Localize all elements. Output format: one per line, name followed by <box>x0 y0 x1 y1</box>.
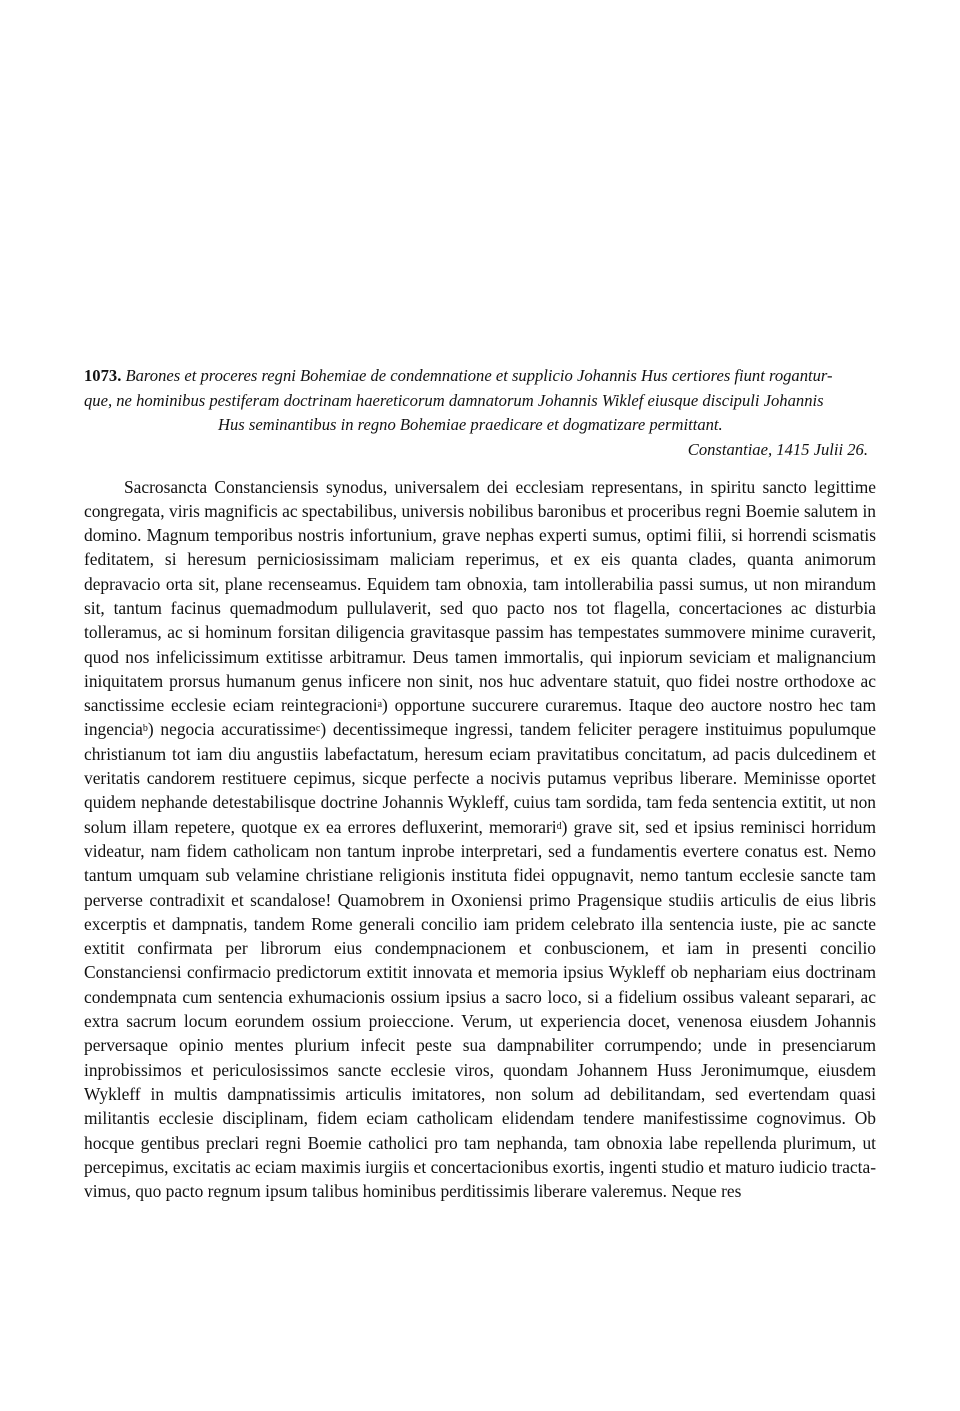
footnote-marker-b: b <box>142 723 148 735</box>
heading-line-2: que, ne hominibus pestiferam doctrinam haereticorum damnatorum Johannis Wiklef eiusque discipuli Johannis <box>84 390 824 410</box>
footnote-marker-c: c <box>315 723 321 735</box>
body-text-part-5: ) grave sit, sed et ipsius reminisci horridum videatur, nam fidem catholicam non tantum inprobe interpretari, sed a fundamentis evertere conatus est. Nemo tantum umquam sub velamine christiane religionis instituta fidei oppugnavit, nemo tantum ecclesie sancte tam perverse contradixit et scandalose! Quamobrem in Oxoniensi primo Pragensique studiis articulis de eius libris excerptis et dampnatis, tandem Rome generali concilio iam pridem celebrato illa sentencia iuste, pie ac sancte extitit confirmata per librorum eius condempnacionem et conbuscionem, et iam in presenti concilio Constanciensi confirmacio predictorum extitit innovata et memoria ipsius Wykleff ob nephariam eius doctrinam condempnata cum sentencia exhumacionis ossium ipsius a sacro loco, si a fidelium ossibus valeant separari, ac extra sacrum locum eorundem ossium proieccione. Verum, ut experiencia docet, venenosa eiusdem Johannis perversaque opinio mentes plurium infecit peste sua dampnabiliter corrumpendo; unde in presenciarum inprobissimos et periculosissimos sancte ecclesie viros, quondam Johannem Huss Jeronimumque, eiusdem Wykleff in multis dampnatissimis articulis imitatores, non solum ad debilitandam, sed evertendam quasi militantis ecclesie disciplinam, fidem eciam catholicam elidendam tendere manifestissime cognovimus. Ob hocque gentibus preclari regni Boemie catholici pro tam nephanda, tam obnoxia labe repellenda plurimum, ut percepimus, excitatis ac eciam maximis iurgiis et concertacionibus exortis, ingenti studio et maturo iudicio tractavimus, quo pacto regnum ipsum talibus hominibus perditissimis liberare valeremus. Neque res <box>84 816 876 1202</box>
body-paragraph <box>84 475 876 1204</box>
footnote-marker-a: a <box>377 699 383 711</box>
body-text-part-2: ) opportune succurere curaremus. Itaque deo auctore nostro hec tam ingencia <box>84 695 876 740</box>
document-page <box>84 364 876 1203</box>
footnote-marker-d: d <box>556 820 562 832</box>
body-text-part-4: ) decentissimeque ingressi, tandem feliciter peragere instituimus populumque christianum tot iam diu angustiis labefactatum, heresum eciam pravitatibus concitatum, ad pacis dulcedinem et veritatis candorem restituere cepimus, sicque perfecte a nocivis putamus vepribus liberare. Meminisse oportet quidem nephande detestabilisque doctrine Johannis Wykleff, cuius tam sordida, tam feda sentencia extitit, ut non solum illam repetere, quotque ex ea errores defluxerint, memorari <box>84 719 876 837</box>
document-number: 1073. <box>84 366 122 385</box>
dateline: Constantiae, 1415 Julii 26. <box>687 439 868 459</box>
document-heading <box>84 364 876 438</box>
heading-line-3: Hus seminantibus in regno Bohemiae praedicare et dogmatizare permittant. <box>218 415 723 434</box>
heading-line-1 <box>84 364 876 389</box>
body-text-part-3: ) negocia accuratissime <box>147 719 316 740</box>
heading-text-1: Barones et proceres regni Bohemiae de condemnatione et supplicio Johannis Hus certiores fiunt rogantur- <box>125 366 833 385</box>
body-text-part-1: Sacrosancta Constanciensis synodus, universalem dei ecclesiam representans, in spiritu sancto legittime congregata, viris magnificis ac spectabilibus, universis nobilibus baronibus et proceribus regni Boemie salutem in domino. Magnum temporibus nostris infortunium, grave nephas experti sumus, optimi filii, si horrendi scismatis feditatem, si heresum perniciosissimam maliciam reperimus, et ex eis quanta clades, quanta animorum depravacio orta sit, plane recenseamus. Equidem tam obnoxia, tam intollerabilia passi sumus, ut non mirandum sit, tantum facinus quemadmodum pullulaverit, sed quo pacto nos tot flagella, concertaciones ac disturbia tolleramus, ac si hominum forsitan diligencia gravitasque passim has tempestates summovere minime curaverit, quod nos infelicissimum extitisse arbitramur. Deus tamen immortalis, qui inpiorum seviciam et malignancium iniquitatem prorsus humanum genus inficere non sinit, nos huc adventare statuit, quo fidei nostre orthodoxe ac sanctissime ecclesie eciam reintegracioni <box>84 476 876 716</box>
